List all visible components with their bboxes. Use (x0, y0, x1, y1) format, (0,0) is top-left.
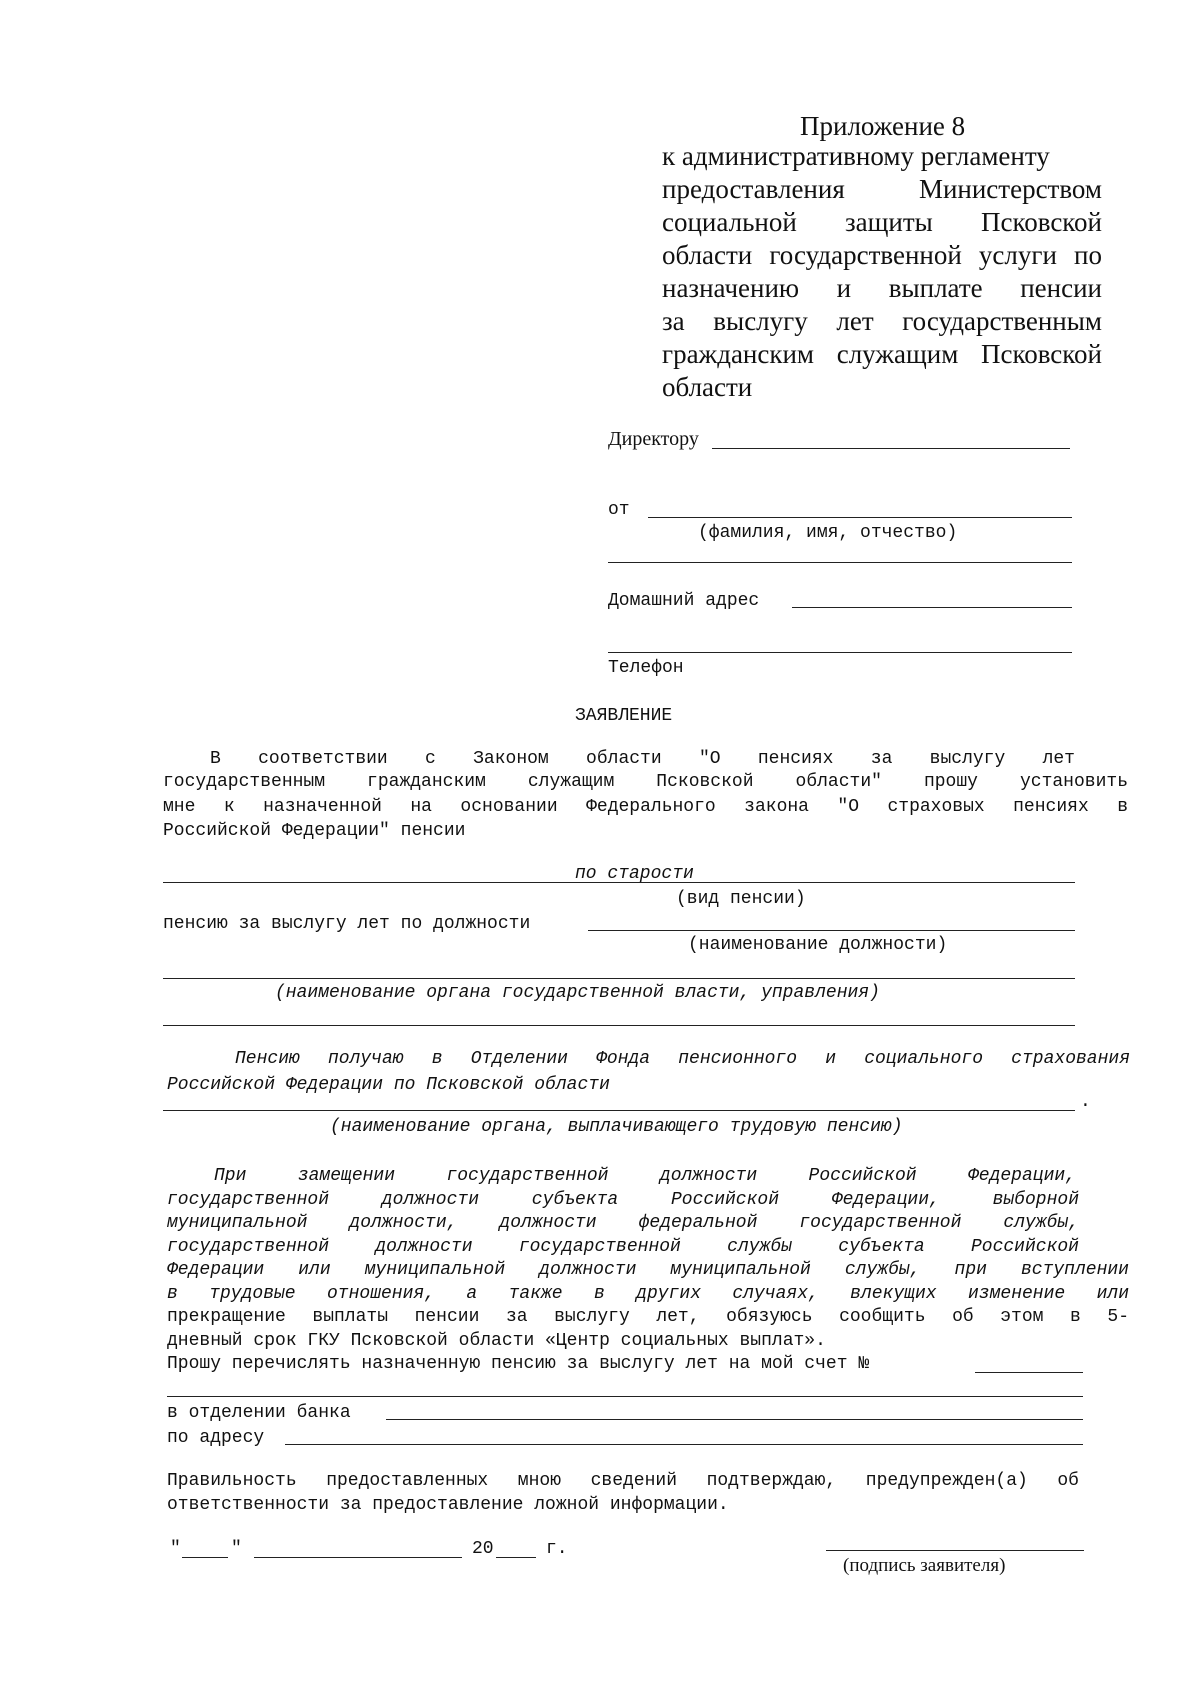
annex-text (662, 140, 1102, 404)
address-label: Домашний адрес (608, 591, 760, 611)
annex-line: области (662, 372, 753, 402)
date-year: 20 (472, 1539, 494, 1559)
bank-address-label: по адресу (167, 1428, 265, 1448)
signature-hint: (подпись заявителя) (843, 1555, 1006, 1576)
from-label: от (608, 500, 630, 520)
date-close-quote: " (231, 1539, 242, 1559)
obligation-line: Федерации или муниципальной должности муниципальной службы, при вступлении (167, 1260, 1129, 1280)
annex-line: назначению и выплате пенсии (662, 273, 1102, 303)
annex-line: за выслугу лет государственным (662, 306, 1102, 336)
paying-body-line[interactable] (163, 1110, 1075, 1111)
receiving-dot: . (1080, 1092, 1091, 1112)
annex-line: к административному регламенту (662, 141, 1050, 171)
receiving-line: Российской Федерации по Псковской области (167, 1075, 610, 1095)
para1-line: Российской Федерации" пенсии (163, 821, 466, 841)
date-suffix: г. (546, 1539, 568, 1559)
annex-title: Приложение 8 (800, 111, 966, 141)
phone-label: Телефон (608, 658, 684, 678)
pension-type-value: по старости (575, 864, 694, 884)
para1-line: государственным гражданским служащим Псковской области" прошу установить (163, 772, 1128, 792)
address-line-2[interactable] (608, 652, 1072, 653)
account-line-2[interactable] (167, 1396, 1083, 1397)
annex-line: социальной защиты Псковской (662, 207, 1102, 237)
date-open-quote: " (170, 1539, 181, 1559)
authority-line[interactable] (163, 978, 1075, 979)
date-day-line[interactable] (182, 1557, 228, 1558)
authority-hint: (наименование органа государственной власти, управления) (275, 983, 880, 1003)
date-month-line[interactable] (254, 1557, 462, 1558)
obligation-line: в трудовые отношения, а также в других случаях, влекущих изменение или (167, 1284, 1129, 1304)
confirm-line: Правильность предоставленных мною сведений подтверждаю, предупрежден(а) об (167, 1471, 1079, 1491)
position-hint: (наименование должности) (688, 935, 948, 955)
date-year-line[interactable] (496, 1557, 536, 1558)
bank-address-line[interactable] (285, 1444, 1083, 1445)
position-label: пенсию за выслугу лет по должности (163, 914, 531, 934)
account-line[interactable] (975, 1372, 1083, 1373)
obligation-line: муниципальной должности, должности федеральной государственной службы, (167, 1213, 1079, 1233)
account-label: Прошу перечислять назначенную пенсию за выслугу лет на мой счет № (167, 1354, 870, 1374)
position-line[interactable] (588, 930, 1075, 931)
confirm-line: ответственности за предоставление ложной информации. (167, 1495, 729, 1515)
authority-line-2[interactable] (163, 1025, 1075, 1026)
annex-line: области государственной услуги по (662, 240, 1102, 270)
para1-line: В соответствии с Законом области "О пенсиях за выслугу лет (210, 749, 1075, 769)
annex-line: гражданским служащим Псковской (662, 339, 1102, 369)
obligation-line: дневный срок ГКУ Псковской области «Центр социальных выплат». (167, 1331, 826, 1351)
obligation-line: прекращение выплаты пенсии за выслугу лет, обязуюсь сообщить об этом в 5- (167, 1307, 1129, 1327)
director-line[interactable] (712, 448, 1070, 449)
paying-body-hint: (наименование органа, выплачивающего трудовую пенсию) (330, 1117, 903, 1137)
bank-label: в отделении банка (167, 1403, 351, 1423)
fio-line[interactable] (648, 517, 1072, 518)
obligation-line: государственной должности государственной службы субъекта Российской (167, 1237, 1079, 1257)
annex-line: предоставления Министерством (662, 174, 1102, 204)
pension-type-hint: (вид пенсии) (676, 889, 806, 909)
pension-type-line[interactable] (163, 882, 1075, 883)
obligation-line: государственной должности субъекта Российской Федерации, выборной (167, 1190, 1079, 1210)
obligation-line: При замещении государственной должности Российской Федерации, (214, 1166, 1076, 1186)
bank-line[interactable] (386, 1419, 1083, 1420)
para1-line: мне к назначенной на основании Федерального закона "О страховых пенсиях в (163, 797, 1128, 817)
fio-line-2[interactable] (608, 562, 1072, 563)
address-line[interactable] (792, 607, 1072, 608)
director-label: Директору (608, 428, 699, 450)
receiving-line: Пенсию получаю в Отделении Фонда пенсионного и социального страхования (235, 1049, 1130, 1069)
fio-hint: (фамилия, имя, отчество) (698, 523, 958, 543)
signature-line[interactable] (826, 1550, 1084, 1551)
statement-heading: ЗАЯВЛЕНИЕ (575, 706, 673, 726)
